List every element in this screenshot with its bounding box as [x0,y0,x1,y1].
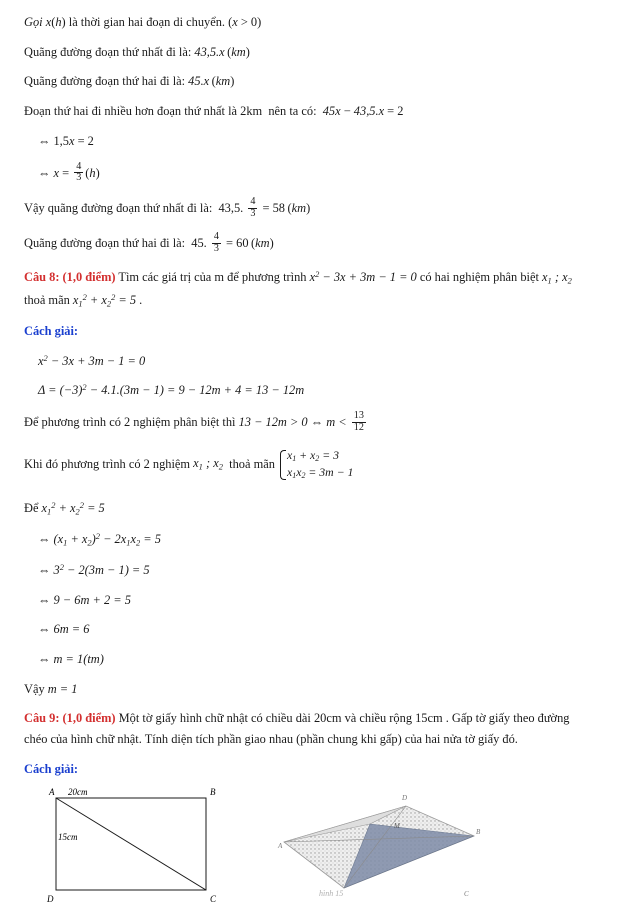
cau8-solution-label: Cách giải: [24,323,79,338]
system-row-1: $x_1 + x_2 = 3$ [287,448,339,463]
svg-text:D: D [402,793,408,802]
cau8-step-6: ⇔ $(x_1 + x_2)^2 - 2x_1x_2 = 5$ [38,530,161,548]
intro-line-8: Quãng đường đoạn thứ hai đi là: 45. $\frac{4}{3}$ = 60 (km) [24,231,274,255]
svg-text:M: M [394,821,400,830]
cau9-heading [24,710,618,727]
cau8-step-5: Để $x_1^2 + x_2^2 = 5$ [24,499,105,517]
cau8-equation: $x^2 - 3x + 3m - 1 = 0$ [309,268,417,284]
cau9-label: Câu 9: (1,0 điểm) [24,711,116,726]
system-row-2: $x_1x_2 = 3m - 1$ [287,465,354,480]
cau8-heading: Câu 8: (1,0 điểm) Tìm các giá trị của m để phương trình $x^2 - 3x + 3m - 1 = 0$ có hai nghiệm phân biệt $x_1$ ; $x_2$ [24,268,572,286]
svg-text:15cm: 15cm [58,831,78,842]
intro-line-4: Đoạn thứ hai đi nhiều hơn đoạn thứ nhất là 2km nên ta có: 45x − 43,5.x = 2 [24,104,404,119]
figure-rectangle [34,784,244,909]
figure-folded-paper [274,780,524,909]
intro-line-1: Gọi x(h) là thời gian hai đoạn di chuyển. (x > 0) [24,15,262,29]
intro-line-3: Quãng đường đoạn thứ hai đi là: 45.x (km) [24,74,235,89]
cau8-step-10: ⇔ m = 1(tm) [38,651,104,666]
folded-paper-diagram-svg [274,780,524,904]
svg-text:A: A [278,841,283,850]
fraction-4-3: $\frac{4}{3}$ [76,160,82,184]
cau8-step-4: Khi đó phương trình có 2 nghiệm $x_1$ ; $x_2$ thoả mãn $x_1 + x_2 = 3$ $x_1x_2 = 3m - 1$ [24,448,354,480]
intro-line-6: ⇔ x = $\frac{4}{3}$ (h) [38,160,100,184]
cau9-line1: Một tờ giấy hình chữ nhật có chiều dài 20cm và chiều rộng 15cm . Gấp tờ giấy theo đường [118,711,570,726]
svg-text:hình 15: hình 15 [319,888,344,898]
intro-line-2: Quãng đường đoạn thứ nhất đi là: 43,5.x (km) [24,44,250,59]
cau8-step-3: Để phương trình có 2 nghiệm phân biệt thì 13 − 12m > 0 ⇔ m < $\frac{13}{12}$ [24,410,364,433]
figures-row [24,784,618,904]
cau8-text1: Tìm các giá trị của m để phương trình [118,269,310,284]
svg-text:D: D [47,893,54,904]
cau8-step-11: Vậy m = 1 [24,681,78,696]
svg-text:20cm: 20cm [68,786,88,797]
cau9-line2: chéo của hình chữ nhật. Tính diện tích phần giao nhau (phần chung khi gấp) của hai nửa tờ giấy đó. [24,732,518,747]
cau8-step-8: ⇔ 9 − 6m + 2 = 5 [38,592,131,607]
svg-text:C: C [464,889,469,898]
intro-line-7: Vậy quãng đường đoạn thứ nhất đi là: 43,5. $\frac{4}{3}$ = 58 (km) [24,196,311,219]
system-of-equations [278,448,353,482]
svg-text:B: B [210,786,216,797]
cau9-solution-label: Cách giải: [24,761,79,776]
svg-text:C: C [210,893,217,904]
svg-text:B: B [476,827,481,836]
intro-line-5: ⇔ 1,5x = 2 [38,133,94,148]
cau8-step-2: $\Delta = (-3)^2 - 4.1.(3m - 1) = 9 - 12m + 4 = 13 - 12m$ [38,382,305,398]
cau8-step-9: ⇔ 6m = 6 [38,622,90,637]
fraction-13-12: $\frac{13}{12}$ [353,410,364,433]
svg-text:A: A [49,786,55,797]
rectangle-diagram-svg [34,784,244,904]
cau8-condition: thoả mãn $x_1^2 + x_2^2 = 5$ . [24,291,143,309]
cau8-text2: có hai nghiệm phân biệt [419,269,543,284]
cau8-label: Câu 8: (1,0 điểm) [24,269,116,284]
cau8-step-7: ⇔ $3^2 - 2(3m - 1) = 5$ [38,561,150,577]
cau8-step-1: $x^2 - 3x + 3m - 1 = 0$ [38,352,146,368]
